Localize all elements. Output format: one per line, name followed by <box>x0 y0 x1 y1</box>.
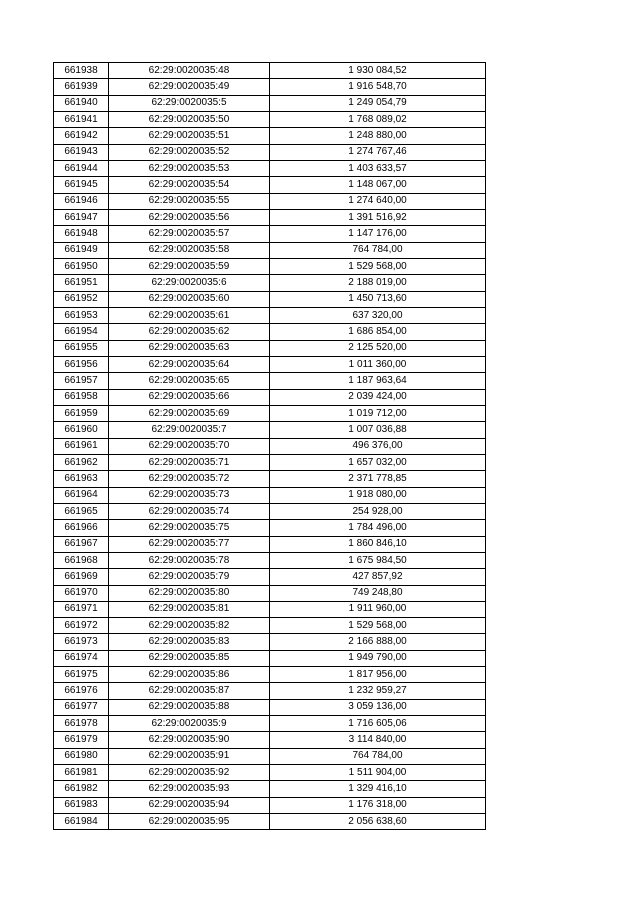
value-cell: 2 188 019,00 <box>270 275 486 291</box>
cadastral-number-cell: 62:29:0020035:92 <box>109 765 270 781</box>
table-row <box>54 291 486 307</box>
value-cell: 2 039 424,00 <box>270 389 486 405</box>
value-cell: 1 019 712,00 <box>270 405 486 421</box>
table-row <box>54 226 486 242</box>
table-row <box>54 487 486 503</box>
row-number-cell: 661975 <box>54 667 109 683</box>
table-row <box>54 650 486 666</box>
table-row <box>54 422 486 438</box>
value-cell: 496 376,00 <box>270 438 486 454</box>
value-cell: 1 248 880,00 <box>270 128 486 144</box>
value-cell: 1 450 713,60 <box>270 291 486 307</box>
value-cell: 1 249 054,79 <box>270 95 486 111</box>
value-cell: 1 511 904,00 <box>270 765 486 781</box>
table-row <box>54 242 486 258</box>
cadastral-number-cell: 62:29:0020035:90 <box>109 732 270 748</box>
row-number-cell: 661981 <box>54 765 109 781</box>
value-cell: 1 716 605,06 <box>270 716 486 732</box>
table-row <box>54 79 486 95</box>
table-row <box>54 95 486 111</box>
row-number-cell: 661966 <box>54 520 109 536</box>
value-cell: 1 274 767,46 <box>270 144 486 160</box>
table-row <box>54 275 486 291</box>
cadastral-number-cell: 62:29:0020035:48 <box>109 63 270 79</box>
row-number-cell: 661939 <box>54 79 109 95</box>
table-row <box>54 160 486 176</box>
value-cell: 1 329 416,10 <box>270 781 486 797</box>
cadastral-number-cell: 62:29:0020035:86 <box>109 667 270 683</box>
table-row <box>54 781 486 797</box>
cadastral-number-cell: 62:29:0020035:69 <box>109 405 270 421</box>
table-row <box>54 748 486 764</box>
table-row <box>54 667 486 683</box>
row-number-cell: 661944 <box>54 160 109 176</box>
table-row <box>54 618 486 634</box>
value-cell: 1 007 036,88 <box>270 422 486 438</box>
row-number-cell: 661962 <box>54 454 109 470</box>
row-number-cell: 661955 <box>54 340 109 356</box>
value-cell: 749 248,80 <box>270 585 486 601</box>
cadastral-number-cell: 62:29:0020035:60 <box>109 291 270 307</box>
value-cell: 1 529 568,00 <box>270 258 486 274</box>
value-cell: 1 930 084,52 <box>270 63 486 79</box>
cadastral-number-cell: 62:29:0020035:57 <box>109 226 270 242</box>
cadastral-number-cell: 62:29:0020035:75 <box>109 520 270 536</box>
row-number-cell: 661948 <box>54 226 109 242</box>
row-number-cell: 661954 <box>54 324 109 340</box>
row-number-cell: 661940 <box>54 95 109 111</box>
row-number-cell: 661945 <box>54 177 109 193</box>
cadastral-number-cell: 62:29:0020035:58 <box>109 242 270 258</box>
cadastral-number-cell: 62:29:0020035:95 <box>109 814 270 830</box>
cadastral-number-cell: 62:29:0020035:55 <box>109 193 270 209</box>
row-number-cell: 661946 <box>54 193 109 209</box>
table-row <box>54 128 486 144</box>
table-row <box>54 552 486 568</box>
row-number-cell: 661977 <box>54 699 109 715</box>
value-cell: 1 768 089,02 <box>270 111 486 127</box>
row-number-cell: 661964 <box>54 487 109 503</box>
table-row <box>54 63 486 79</box>
value-cell: 1 949 790,00 <box>270 650 486 666</box>
value-cell: 1 391 516,92 <box>270 209 486 225</box>
row-number-cell: 661978 <box>54 716 109 732</box>
cadastral-number-cell: 62:29:0020035:66 <box>109 389 270 405</box>
value-cell: 1 860 846,10 <box>270 536 486 552</box>
cadastral-number-cell: 62:29:0020035:62 <box>109 324 270 340</box>
row-number-cell: 661972 <box>54 618 109 634</box>
value-cell: 764 784,00 <box>270 748 486 764</box>
row-number-cell: 661983 <box>54 797 109 813</box>
value-cell: 3 059 136,00 <box>270 699 486 715</box>
table-row <box>54 209 486 225</box>
row-number-cell: 661956 <box>54 356 109 372</box>
value-cell: 1 657 032,00 <box>270 454 486 470</box>
row-number-cell: 661950 <box>54 258 109 274</box>
value-cell: 2 056 638,60 <box>270 814 486 830</box>
table-row <box>54 569 486 585</box>
cadastral-number-cell: 62:29:0020035:6 <box>109 275 270 291</box>
table-row <box>54 454 486 470</box>
table-row <box>54 389 486 405</box>
cadastral-number-cell: 62:29:0020035:65 <box>109 373 270 389</box>
cadastral-number-cell: 62:29:0020035:93 <box>109 781 270 797</box>
table-row <box>54 177 486 193</box>
table-row <box>54 716 486 732</box>
cadastral-number-cell: 62:29:0020035:78 <box>109 552 270 568</box>
cadastral-number-cell: 62:29:0020035:94 <box>109 797 270 813</box>
cadastral-number-cell: 62:29:0020035:79 <box>109 569 270 585</box>
cadastral-number-cell: 62:29:0020035:50 <box>109 111 270 127</box>
value-cell: 1 011 360,00 <box>270 356 486 372</box>
row-number-cell: 661974 <box>54 650 109 666</box>
row-number-cell: 661949 <box>54 242 109 258</box>
row-number-cell: 661961 <box>54 438 109 454</box>
table-row <box>54 683 486 699</box>
cadastral-value-table <box>53 62 486 830</box>
table-row <box>54 585 486 601</box>
row-number-cell: 661941 <box>54 111 109 127</box>
cadastral-number-cell: 62:29:0020035:91 <box>109 748 270 764</box>
row-number-cell: 661947 <box>54 209 109 225</box>
table-row <box>54 438 486 454</box>
cadastral-number-cell: 62:29:0020035:63 <box>109 340 270 356</box>
table-row <box>54 797 486 813</box>
table-row <box>54 471 486 487</box>
value-cell: 2 125 520,00 <box>270 340 486 356</box>
cadastral-number-cell: 62:29:0020035:51 <box>109 128 270 144</box>
table-row <box>54 324 486 340</box>
cadastral-number-cell: 62:29:0020035:9 <box>109 716 270 732</box>
cadastral-number-cell: 62:29:0020035:61 <box>109 307 270 323</box>
table-row <box>54 699 486 715</box>
table-row <box>54 536 486 552</box>
cadastral-number-cell: 62:29:0020035:73 <box>109 487 270 503</box>
table-row <box>54 340 486 356</box>
value-cell: 254 928,00 <box>270 503 486 519</box>
cadastral-number-cell: 62:29:0020035:53 <box>109 160 270 176</box>
value-cell: 1 187 963,64 <box>270 373 486 389</box>
cadastral-number-cell: 62:29:0020035:5 <box>109 95 270 111</box>
cadastral-number-cell: 62:29:0020035:59 <box>109 258 270 274</box>
value-cell: 2 371 778,85 <box>270 471 486 487</box>
cadastral-number-cell: 62:29:0020035:70 <box>109 438 270 454</box>
cadastral-number-cell: 62:29:0020035:49 <box>109 79 270 95</box>
row-number-cell: 661943 <box>54 144 109 160</box>
cadastral-number-cell: 62:29:0020035:85 <box>109 650 270 666</box>
row-number-cell: 661938 <box>54 63 109 79</box>
row-number-cell: 661982 <box>54 781 109 797</box>
cadastral-number-cell: 62:29:0020035:52 <box>109 144 270 160</box>
row-number-cell: 661976 <box>54 683 109 699</box>
cadastral-number-cell: 62:29:0020035:71 <box>109 454 270 470</box>
value-cell: 1 274 640,00 <box>270 193 486 209</box>
value-cell: 1 686 854,00 <box>270 324 486 340</box>
value-cell: 1 403 633,57 <box>270 160 486 176</box>
row-number-cell: 661951 <box>54 275 109 291</box>
value-cell: 1 148 067,00 <box>270 177 486 193</box>
cadastral-number-cell: 62:29:0020035:81 <box>109 601 270 617</box>
row-number-cell: 661953 <box>54 307 109 323</box>
value-cell: 1 529 568,00 <box>270 618 486 634</box>
row-number-cell: 661968 <box>54 552 109 568</box>
value-cell: 427 857,92 <box>270 569 486 585</box>
cadastral-number-cell: 62:29:0020035:54 <box>109 177 270 193</box>
value-cell: 1 911 960,00 <box>270 601 486 617</box>
row-number-cell: 661984 <box>54 814 109 830</box>
cadastral-number-cell: 62:29:0020035:82 <box>109 618 270 634</box>
row-number-cell: 661965 <box>54 503 109 519</box>
value-cell: 1 916 548,70 <box>270 79 486 95</box>
table-body <box>54 63 486 830</box>
table-row <box>54 405 486 421</box>
value-cell: 1 784 496,00 <box>270 520 486 536</box>
row-number-cell: 661959 <box>54 405 109 421</box>
value-cell: 764 784,00 <box>270 242 486 258</box>
row-number-cell: 661963 <box>54 471 109 487</box>
table-row <box>54 258 486 274</box>
table-row <box>54 144 486 160</box>
cadastral-number-cell: 62:29:0020035:74 <box>109 503 270 519</box>
table-row <box>54 307 486 323</box>
table-row <box>54 193 486 209</box>
row-number-cell: 661970 <box>54 585 109 601</box>
value-cell: 1 147 176,00 <box>270 226 486 242</box>
table-row <box>54 601 486 617</box>
cadastral-number-cell: 62:29:0020035:88 <box>109 699 270 715</box>
row-number-cell: 661952 <box>54 291 109 307</box>
value-cell: 2 166 888,00 <box>270 634 486 650</box>
cadastral-number-cell: 62:29:0020035:7 <box>109 422 270 438</box>
cadastral-number-cell: 62:29:0020035:64 <box>109 356 270 372</box>
table-row <box>54 634 486 650</box>
table-row <box>54 520 486 536</box>
row-number-cell: 661942 <box>54 128 109 144</box>
value-cell: 637 320,00 <box>270 307 486 323</box>
value-cell: 3 114 840,00 <box>270 732 486 748</box>
row-number-cell: 661971 <box>54 601 109 617</box>
row-number-cell: 661960 <box>54 422 109 438</box>
row-number-cell: 661967 <box>54 536 109 552</box>
table-row <box>54 111 486 127</box>
cadastral-number-cell: 62:29:0020035:77 <box>109 536 270 552</box>
row-number-cell: 661957 <box>54 373 109 389</box>
table-row <box>54 814 486 830</box>
value-cell: 1 176 318,00 <box>270 797 486 813</box>
cadastral-number-cell: 62:29:0020035:80 <box>109 585 270 601</box>
row-number-cell: 661980 <box>54 748 109 764</box>
table-row <box>54 503 486 519</box>
table-row <box>54 732 486 748</box>
table-row <box>54 356 486 372</box>
value-cell: 1 675 984,50 <box>270 552 486 568</box>
row-number-cell: 661958 <box>54 389 109 405</box>
table-row <box>54 373 486 389</box>
cadastral-number-cell: 62:29:0020035:87 <box>109 683 270 699</box>
cadastral-number-cell: 62:29:0020035:56 <box>109 209 270 225</box>
value-cell: 1 817 956,00 <box>270 667 486 683</box>
row-number-cell: 661969 <box>54 569 109 585</box>
row-number-cell: 661973 <box>54 634 109 650</box>
cadastral-number-cell: 62:29:0020035:83 <box>109 634 270 650</box>
table-row <box>54 765 486 781</box>
row-number-cell: 661979 <box>54 732 109 748</box>
value-cell: 1 232 959,27 <box>270 683 486 699</box>
cadastral-number-cell: 62:29:0020035:72 <box>109 471 270 487</box>
value-cell: 1 918 080,00 <box>270 487 486 503</box>
